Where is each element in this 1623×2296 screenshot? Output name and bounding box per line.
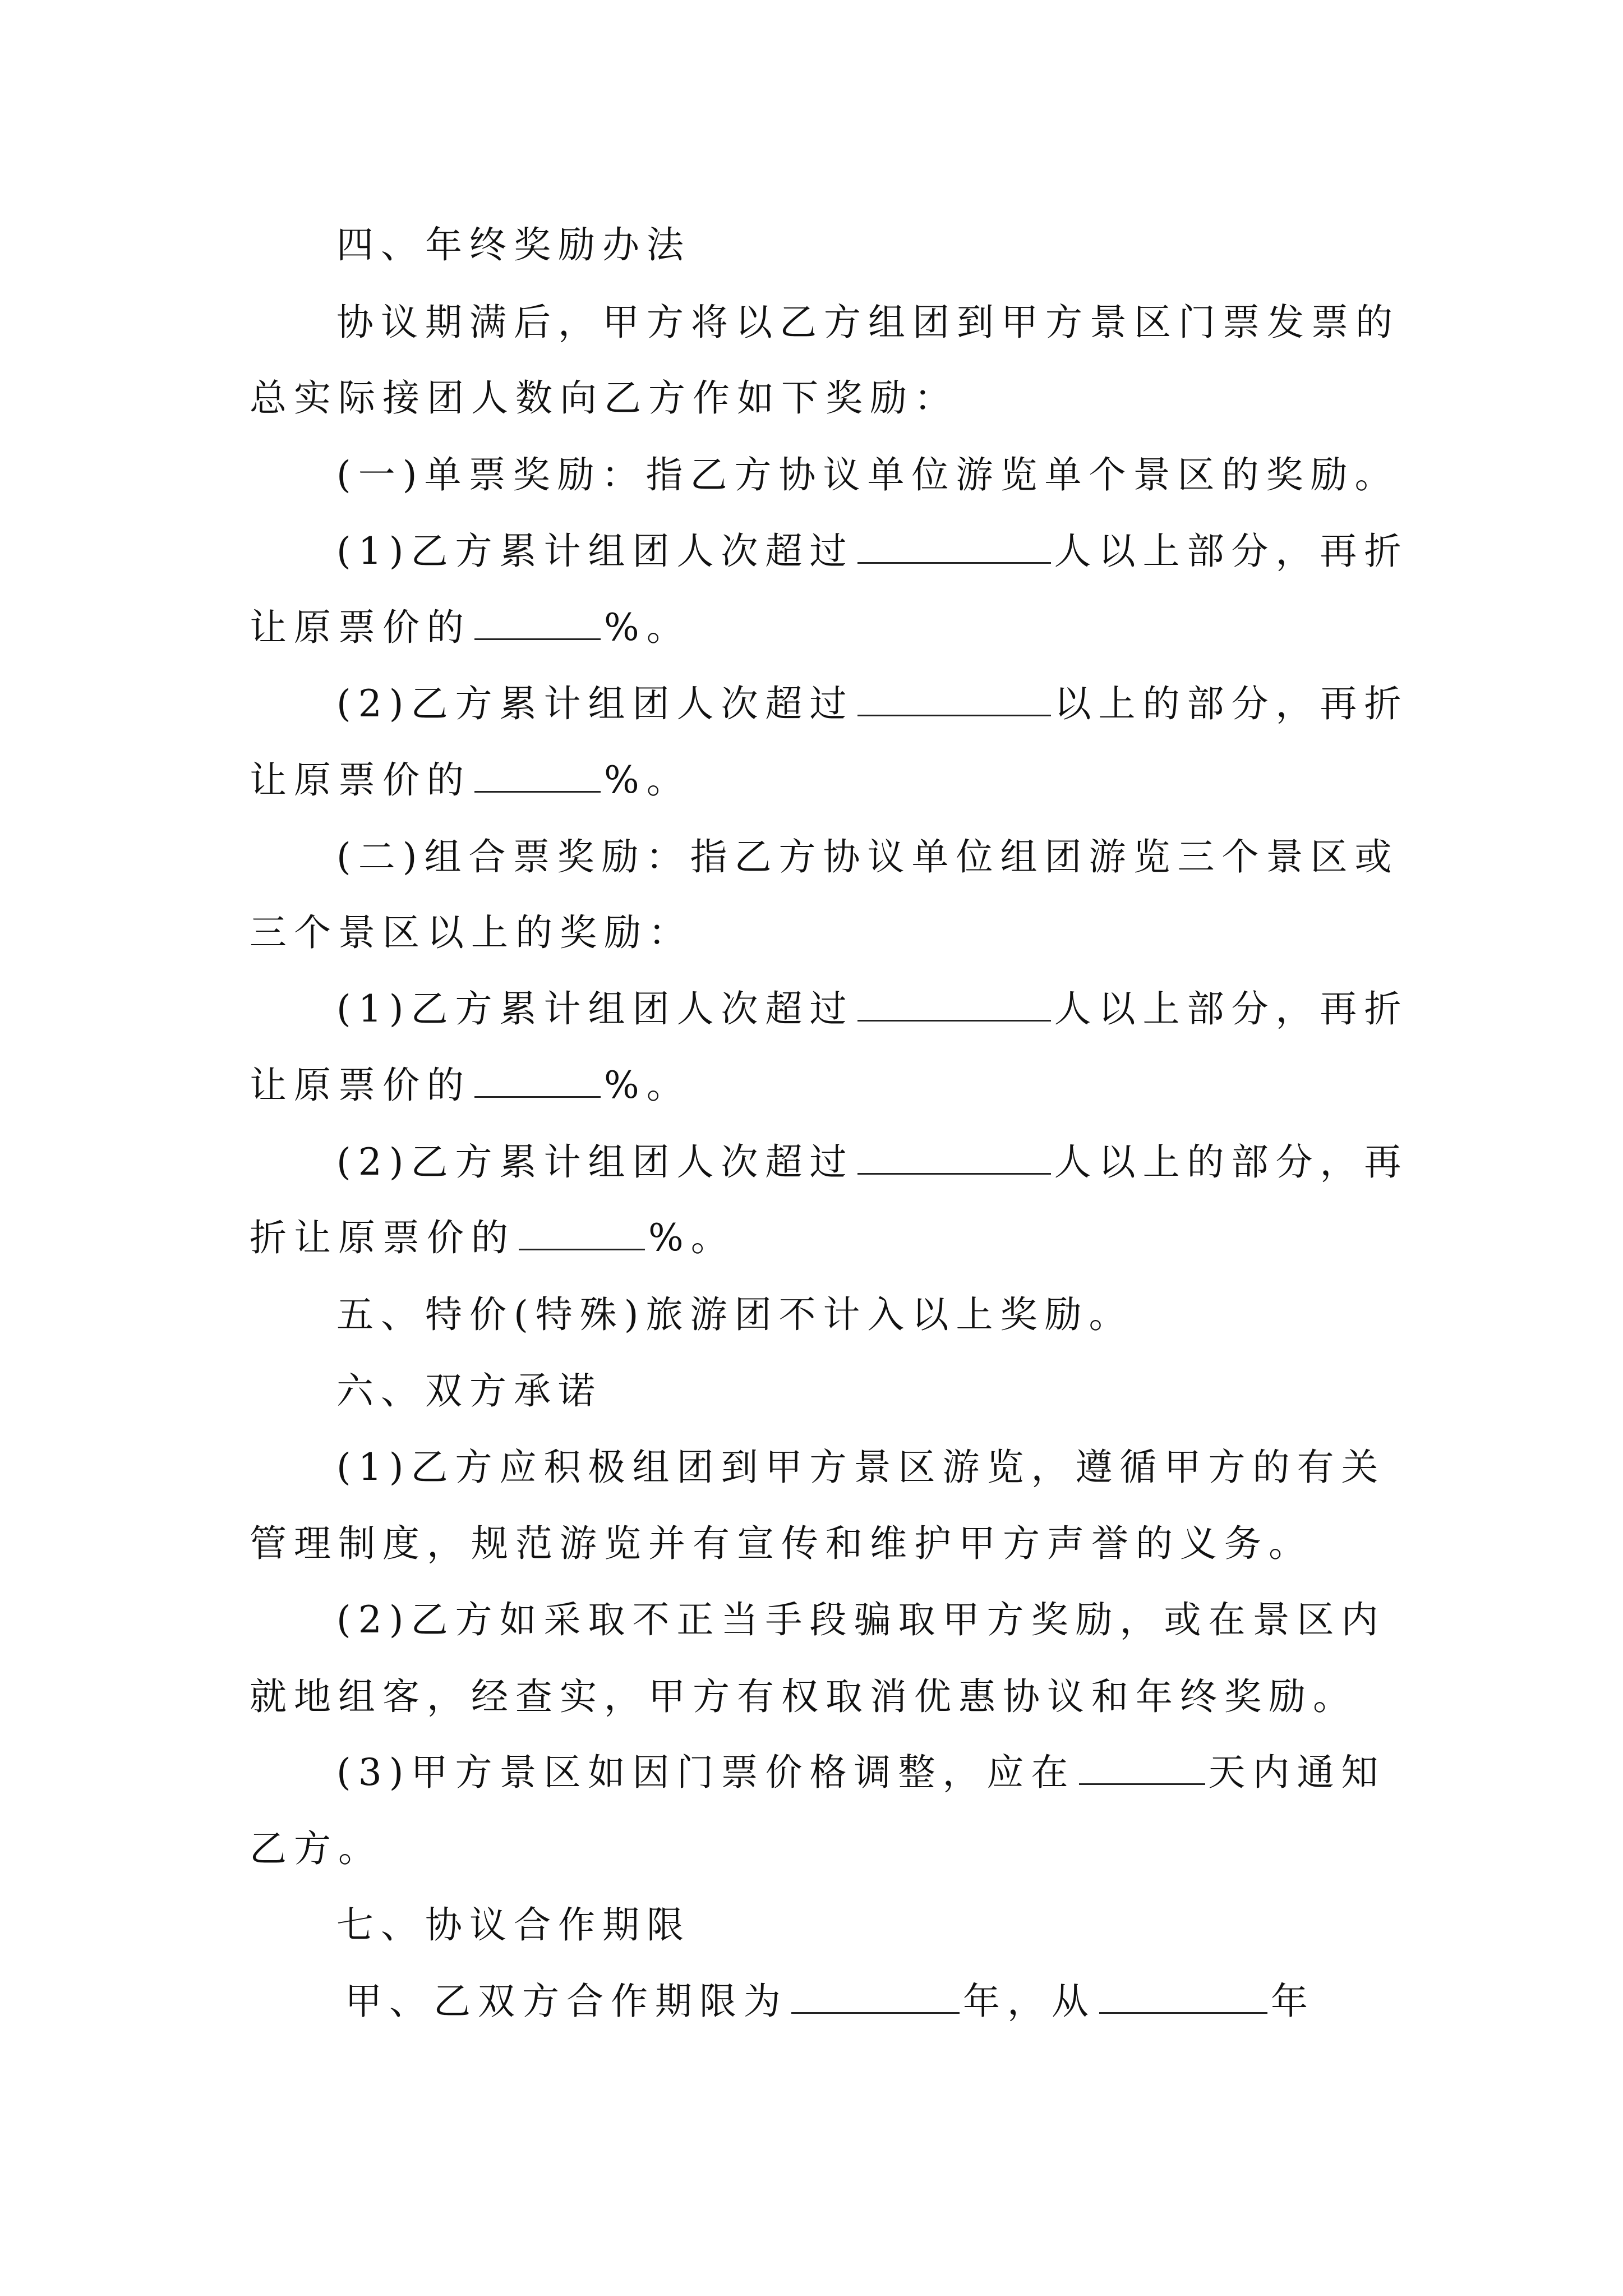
promise-2-line-2: 就地组客，经查实，甲方有权取消优惠协议和年终奖励。	[250, 1675, 1357, 1718]
item-text: %。	[604, 758, 691, 802]
item-text: 人以上部分，再折	[1054, 530, 1409, 573]
combo-ticket-item-2	[336, 1137, 1409, 1188]
fill-blank	[474, 757, 601, 793]
item-text: 让原票价的	[250, 758, 471, 802]
section-4-heading: 四、年终奖励办法	[336, 223, 691, 266]
item-text: 以上的部分，再折	[1054, 682, 1409, 725]
item-text: 让原票价的	[250, 1064, 471, 1107]
promise-3-cont: 乙方。	[250, 1827, 382, 1870]
fill-blank	[519, 1215, 645, 1250]
combo-ticket-heading-line-1: (二)组合票奖励：指乙方协议单位组团游览三个景区或	[336, 835, 1399, 878]
promise-3	[336, 1747, 1386, 1798]
fill-blank	[791, 1978, 960, 2014]
item-text: (1)乙方累计组团人次超过	[336, 530, 854, 573]
combo-ticket-item-1	[336, 984, 1409, 1034]
combo-ticket-item-1-cont	[250, 1060, 691, 1111]
single-ticket-item-1	[336, 526, 1409, 577]
fill-blank	[857, 528, 1051, 564]
fill-blank	[1099, 1978, 1267, 2014]
promise-1-line-2: 管理制度，规范游览并有宣传和维护甲方声誉的义务。	[250, 1522, 1313, 1565]
item-text: (1)乙方累计组团人次超过	[336, 987, 854, 1030]
single-ticket-item-2-cont	[250, 755, 691, 806]
fill-blank	[474, 605, 601, 640]
item-text: 天内通知	[1208, 1751, 1386, 1794]
section-6-heading: 六、双方承诺	[336, 1369, 602, 1412]
item-text: %。	[604, 606, 691, 649]
term-line	[345, 1976, 1315, 2027]
item-text: 甲、乙双方合作期限为	[345, 1980, 788, 2023]
fill-blank	[857, 986, 1051, 1022]
promise-2-line-1: (2)乙方如采取不正当手段骗取甲方奖励，或在景区内	[336, 1598, 1386, 1641]
promise-1-line-1: (1)乙方应积极组团到甲方景区游览，遵循甲方的有关	[336, 1446, 1386, 1489]
single-ticket-heading: (一)单票奖励：指乙方协议单位游览单个景区的奖励。	[336, 453, 1399, 496]
combo-ticket-heading-line-2: 三个景区以上的奖励：	[250, 911, 693, 954]
single-ticket-item-1-cont	[250, 602, 691, 653]
fill-blank	[1079, 1750, 1205, 1785]
item-text: 年，从	[963, 1980, 1096, 2023]
item-text: (2)乙方累计组团人次超过	[336, 682, 854, 725]
item-text: (2)乙方累计组团人次超过	[336, 1140, 854, 1184]
section-4-intro-line-2: 总实际接团人数向乙方作如下奖励：	[250, 376, 958, 420]
item-text: %。	[604, 1064, 691, 1107]
item-text: %。	[648, 1216, 735, 1259]
fill-blank	[474, 1062, 601, 1098]
fill-blank	[857, 1139, 1051, 1175]
fill-blank	[857, 681, 1051, 716]
combo-ticket-item-2-cont	[250, 1213, 735, 1263]
item-text: (3)甲方景区如因门票价格调整，应在	[336, 1751, 1076, 1794]
item-text: 人以上的部分，再	[1054, 1140, 1409, 1184]
section-5: 五、特价(特殊)旅游团不计入以上奖励。	[336, 1293, 1133, 1336]
item-text: 折让原票价的	[250, 1216, 515, 1259]
item-text: 让原票价的	[250, 606, 471, 649]
section-4-intro-line-1: 协议期满后，甲方将以乙方组团到甲方景区门票发票的	[336, 301, 1400, 344]
section-7-heading: 七、协议合作期限	[336, 1903, 691, 1947]
single-ticket-item-2	[336, 679, 1409, 729]
item-text: 年	[1271, 1980, 1315, 2023]
item-text: 人以上部分，再折	[1054, 987, 1409, 1030]
